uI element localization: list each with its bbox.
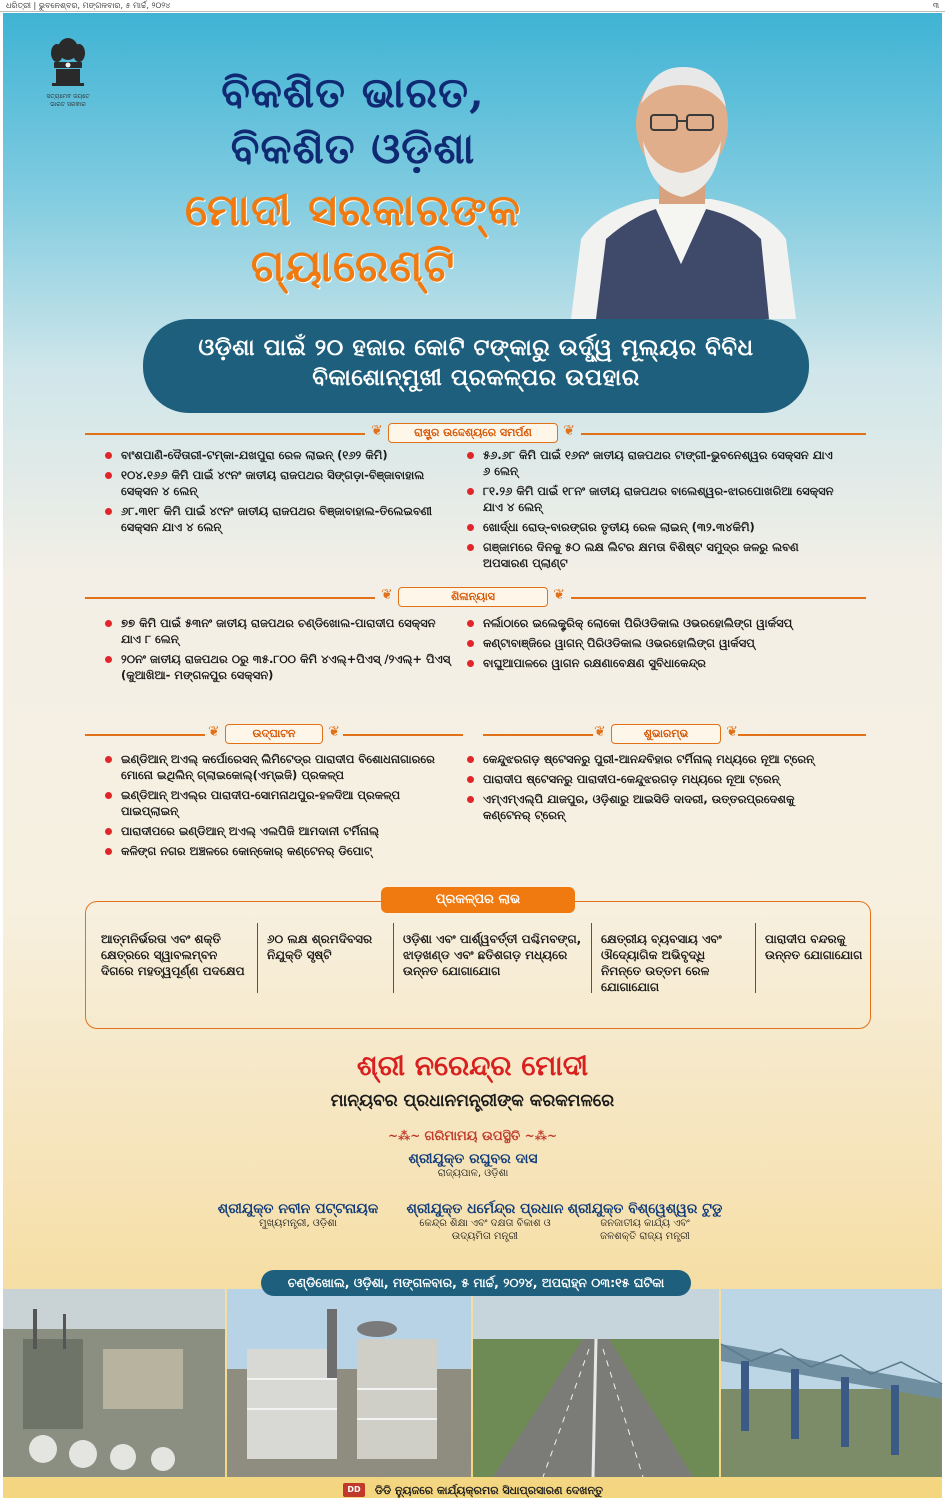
headline-line-1: ବିକଶିତ ଭାରତ, [221, 68, 485, 117]
prime-minister-portrait [551, 49, 813, 319]
list-item: ଇଣ୍ଡିଆନ୍ ଅଏଲ୍ କର୍ପୋରେସନ୍ ଲିମିଟେଡ୍‌ର ପାରାଦୀପ ବିଶୋଧନାଗାରରେ ମୋନୋ ଇଥିଲିନ୍ ଗ୍ଲାଇକୋଲ୍(ଏମ୍‌ଇଜି) ପ୍ରକଳ୍ପ [103, 751, 453, 783]
dignitary-role: କେନ୍ଦ୍ର ଶିକ୍ଷା ଏବଂ ଦକ୍ଷତା ବିକାଶ ଓ [419, 1218, 551, 1229]
headline-line-3: ମୋଦୀ ସରକାରଙ୍କ [184, 185, 522, 236]
lion-capital-icon [48, 35, 88, 91]
section-title-launch: ❦ ଶୁଭାରମ୍ଭ ❦ [611, 724, 721, 744]
foundation-list-left [103, 615, 453, 687]
foundation-list-right [465, 615, 835, 675]
presence-title [3, 1129, 942, 1144]
dignitary-role: ଜନଜାତୀୟ କାର୍ଯ୍ୟ ଏବଂ [600, 1218, 690, 1229]
list-item: ପାରାଦୀପରେ ଇଣ୍ଡିଆନ୍ ଅଏଲ୍ ଏଲପିଜି ଆମଦାନୀ ଟର୍ମିନାଲ୍ [103, 823, 453, 839]
ornament-left-icon: ~⁂~ [387, 1129, 425, 1143]
list-item: ଗଞ୍ଜାମରେ ଦିନକୁ ୫୦ ଲକ୍ଷ ଲିଟର କ୍ଷମତା ବିଶିଷ୍ଟ ସମୁଦ୍ର ଜଳରୁ ଲବଣ ଅପସାରଣ ପ୍ଲାଣ୍ଟ [465, 539, 835, 571]
emblem-motto: ସତ୍ୟମେବ ଜୟତେ [46, 93, 90, 100]
headline-banner [143, 319, 809, 413]
section-divider [571, 597, 866, 599]
national-emblem [41, 35, 95, 125]
section-divider [85, 433, 365, 435]
list-item: ଇଣ୍ଡିଆନ୍ ଅଏଲ୍‌ର ପାରାଦୀପ-ସୋମନାଥପୁର-ହଳଦିଆ ପ୍ରକଳ୍ପ ପାଇପ୍‌ଲାଇନ୍ [103, 787, 453, 819]
list-item: ୨୦ନଂ ଜାତୀୟ ରାଜପଥର ୦ରୁ ୩୫.୮୦୦ କିମି ୪ଏଲ୍+ପିଏସ୍ /୨ଏଲ୍+ ପିଏସ୍ (କୁଆଖିଆ- ମଙ୍ଗଳପୁର ସେକ୍ସନ) [103, 651, 453, 683]
photo-rail-bridge [721, 1289, 942, 1477]
section-divider [85, 734, 205, 736]
section-divider [343, 734, 463, 736]
emblem-caption: ଭାରତ ସରକାର [50, 101, 86, 108]
pm-name: ଶ୍ରୀ ନରେନ୍ଦ୍ର ମୋଦୀ [356, 1049, 589, 1082]
banner-line-1: ଓଡ଼ିଶା ପାଇଁ ୨୦ ହଜାର କୋଟି ଟଙ୍କାରୁ ଉର୍ଦ୍ଧ୍ୱ ମୂଲ୍ୟର ବିବିଧ [198, 335, 754, 361]
benefit-item: ଆତ୍ମନିର୍ଭରତା ଏବଂ ଶକ୍ତି କ୍ଷେତ୍ରରେ ସ୍ୱାବଲମ୍ବନ ଦିଗରେ ମହତ୍ୱପୂର୍ଣ୍ଣ ପଦକ୍ଷେପ [101, 932, 245, 978]
section-title-dedication: ❦ ରାଷ୍ଟ୍ର ଉଦ୍ଦେଶ୍ୟରେ ସମର୍ପଣ ❦ [388, 423, 558, 443]
banner-line-2: ବିକାଶୋନ୍ମୁଖୀ ପ୍ରକଳ୍ପର ଉପହାର [312, 365, 640, 391]
benefit-item: କ୍ଷେତ୍ରୀୟ ବ୍ୟବସାୟ ଏବଂ ଔଦ୍ୟୋଗିକ ଅଭିବୃଦ୍ଧି ନିମନ୍ତେ ଉତ୍ତମ ରେଳ ଯୋଗାଯୋଗ [601, 932, 722, 994]
footer-text: ଡିଡି ନ୍ୟୁଜରେ କାର୍ଯ୍ୟକ୍ରମର ସିଧାପ୍ରସାରଣ ଦେଖନ୍ତୁ [374, 1484, 603, 1497]
list-item: ୬୮.୩୧୮ କିମି ପାଇଁ ୪୯ନଂ ଜାତୀୟ ରାଜପଥର ବିଞ୍ଜାବାହାଲ-ତିଲେଇବଣୀ ସେକ୍ସନ ଯାଏ ୪ ଲେନ୍ [103, 503, 453, 535]
event-dateline: ଚଣ୍ଡିଖୋଲ, ଓଡ଼ିଶା, ମଙ୍ଗଳବାର, ୫ ମାର୍ଚ୍ଚ, ୨୦୨୪, ଅପରାହ୍ନ ୦୩:୧୫ ଘଟିକା [261, 1270, 691, 1296]
advertisement-poster [3, 13, 942, 1508]
section-title-foundation: ❦ ଶିଳାନ୍ୟାସ ❦ [398, 587, 548, 607]
photo-highway [473, 1289, 719, 1477]
list-item: ପାରାଦୀପ ଷ୍ଟେସନରୁ ପାରାଦୀପ-କେନ୍ଦୁଝରଗଡ଼ ମଧ୍ୟରେ ନୂଆ ଟ୍ରେନ୍ [465, 771, 835, 787]
section-divider [581, 433, 866, 435]
dignitary-name: ଶ୍ରୀଯୁକ୍ତ ନବୀନ ପଟ୍ଟନାୟକ [217, 1201, 379, 1217]
dedication-list-right [465, 447, 835, 575]
dd-news-logo: DD NEWS [343, 1485, 370, 1508]
dignitary-minister-2 [555, 1201, 735, 1243]
page-number: ୩ [932, 1, 939, 10]
photo-plant-closeup [227, 1289, 471, 1477]
dignitary-role: ଜଳଶକ୍ତି ରାଜ୍ୟ ମନ୍ତ୍ରୀ [600, 1231, 690, 1242]
list-item: କେନ୍ଦୁଝରଗଡ଼ ଷ୍ଟେସନରୁ ପୁରୀ-ଆନନ୍ଦବିହାର ଟର୍ମିନାଲ୍ ମଧ୍ୟରେ ନୂଆ ଟ୍ରେନ୍ [465, 751, 835, 767]
benefit-separator [755, 923, 756, 993]
list-item: ୮୧.୨୬ କିମି ପାଇଁ ୧୮ନଂ ଜାତୀୟ ରାଜପଥର ବାଲେଶ୍ୱର-ଝାରପୋଖରିଆ ସେକ୍ସନ ଯାଏ ୪ ଲେନ୍ [465, 483, 835, 515]
inauguration-list [103, 751, 453, 863]
benefit-item: ୬୦ ଲକ୍ଷ ଶ୍ରମଦିବସର ନିଯୁକ୍ତି ସୃଷ୍ଟି [267, 932, 373, 962]
section-divider [738, 734, 866, 736]
list-item: ନର୍ଲାଠାରେ ଇଲେକ୍ଟ୍ରିକ୍ ଲୋକୋ ପିରିଓଡିକାଲ ଓଭରହୋଲିଙ୍ଗ ୱାର୍କସପ୍ [465, 615, 835, 631]
benefit-separator [257, 923, 258, 993]
header-dateline: ଧରିତ୍ରୀ | ଭୁବନେଶ୍ବର, ମଙ୍ଗଳବାର, ୫ ମାର୍ଚ୍ଚ, ୨୦୨୪ [6, 1, 171, 10]
dedication-list-left [103, 447, 453, 539]
list-item: ୫୬.୬୮ କିମି ପାଇଁ ୧୬ନଂ ଜାତୀୟ ରାଜପଥର ଟାଙ୍ଗୀ-ଭୁବନେଶ୍ୱର ସେକ୍ସନ ଯାଏ ୬ ଲେନ୍ [465, 447, 835, 479]
presence-label: ଗରିମାମୟ ଉପସ୍ଥିତି [424, 1129, 521, 1144]
list-item: ୧୦୪.୧୬୬ କିମି ପାଇଁ ୪୯ନଂ ଜାତୀୟ ରାଜପଥର ସିଙ୍ଗଡ଼ା-ବିଞ୍ଜାବାହାଲ ସେକ୍ସନ ୪ ଲେନ୍ [103, 467, 453, 499]
dignitary-role: ମୁଖ୍ୟମନ୍ତ୍ରୀ, ଓଡ଼ିଶା [259, 1218, 337, 1229]
section-divider [483, 734, 593, 736]
section-title-inauguration: ❦ ଉଦ୍‌ଘାଟନ ❦ [225, 724, 323, 744]
dignitary-cm [193, 1201, 403, 1230]
dignitary-role: ରାଜ୍ୟପାଳ, ଓଡ଼ିଶା [437, 1168, 509, 1179]
photo-refinery-aerial [3, 1289, 225, 1477]
launch-list [465, 751, 835, 827]
list-item: ବାଂଶପାଣି-ଦୈତାରୀ-ଟମ୍କା-ଯଖପୁରା ରେଳ ଲାଇନ୍ (୧୬୨ କିମି) [103, 447, 453, 463]
pm-subtitle: ମାନ୍ୟବର ପ୍ରଧାନମନ୍ତ୍ରୀଙ୍କ କରକମଳରେ [330, 1091, 615, 1111]
dignitary-governor [363, 1151, 583, 1180]
benefit-item: ଓଡ଼ିଶା ଏବଂ ପାର୍ଶ୍ୱବର୍ତ୍ତୀ ପଶ୍ଚିମବଙ୍ଗ, ଝାଡ଼ଖଣ୍ଡ ଏବଂ ଛତିଶଗଡ଼ ମଧ୍ୟରେ ଉନ୍ନତ ଯୋଗାଯୋଗ [403, 932, 582, 978]
dignitary-role: ଉଦ୍ୟମିତା ମନ୍ତ୍ରୀ [451, 1231, 519, 1242]
list-item: ବାଘୁଆପାଳରେ ୱାଗନ ରକ୍ଷଣାବେକ୍ଷଣ ସୁବିଧାକେନ୍ଦ୍ର [465, 655, 835, 671]
section-divider [85, 597, 375, 599]
list-item: କଳିଙ୍ଗ ନଗର ଅଞ୍ଚଳରେ କୋନ୍‌କୋର୍ କଣ୍ଟେନର୍ ଡିପୋଟ୍ [103, 843, 453, 859]
list-item: ୭୭ କିମି ପାଇଁ ୫୩ନଂ ଜାତୀୟ ରାଜପଥର ଚଣ୍ଡିଖୋଲ-ପାରାଦୀପ ସେକ୍ସନ ଯାଏ ୮ ଲେନ୍ [103, 615, 453, 647]
benefits-title: ପ୍ରକଳ୍ପର ଲାଭ [381, 887, 575, 913]
list-item: ଖୋର୍ଦ୍ଧା ରୋଡ୍-ବାରଙ୍ଗର ତୃତୀୟ ରେଳ ଲାଇନ୍ (୩୨.୩୪କିମି) [465, 519, 835, 535]
headline-line-4: ଗ୍ୟାରେଣ୍ଟି [250, 241, 456, 292]
headline-line-2: ବିକଶିତ ଓଡ଼ିଶା [230, 124, 476, 173]
benefit-separator [591, 923, 592, 993]
newspaper-header-strip [0, 0, 945, 12]
ornament-right-icon: ~⁂~ [524, 1129, 558, 1143]
benefit-separator [393, 923, 394, 993]
dignitary-name: ଶ୍ରୀଯୁକ୍ତ ରଘୁବର ଦାସ [408, 1151, 538, 1167]
dd-news-footer [343, 1483, 633, 1508]
dignitary-minister-1 [395, 1201, 575, 1243]
dignitary-name: ଶ୍ରୀଯୁକ୍ତ ବିଶ୍ୱେଶ୍ୱର ଟୁଡୁ [567, 1201, 723, 1217]
list-item: କଣ୍ଟାବାଞ୍ଜିରେ ୱାଗନ୍ ପିରିଓଡିକାଲ ଓଭରହୋଲିଙ୍ଗ ୱାର୍କସପ୍ [465, 635, 835, 651]
benefit-item: ପାରାଦୀପ ବନ୍ଦରକୁ ଉନ୍ନତ ଯୋଗାଯୋଗ [765, 932, 863, 962]
list-item: ଏମ୍‌ଏମ୍‌ଏଲ୍‌ପି ଯାଜପୁର, ଓଡ଼ିଶାରୁ ଆଇସିଡି ଦାଦରୀ, ଉତ୍ତରପ୍ରଦେଶକୁ କଣ୍ଟେନର୍ ଟ୍ରେନ୍ [465, 791, 835, 823]
dignitary-name: ଶ୍ରୀଯୁକ୍ତ ଧର୍ମେନ୍ଦ୍ର ପ୍ରଧାନ [406, 1201, 564, 1217]
